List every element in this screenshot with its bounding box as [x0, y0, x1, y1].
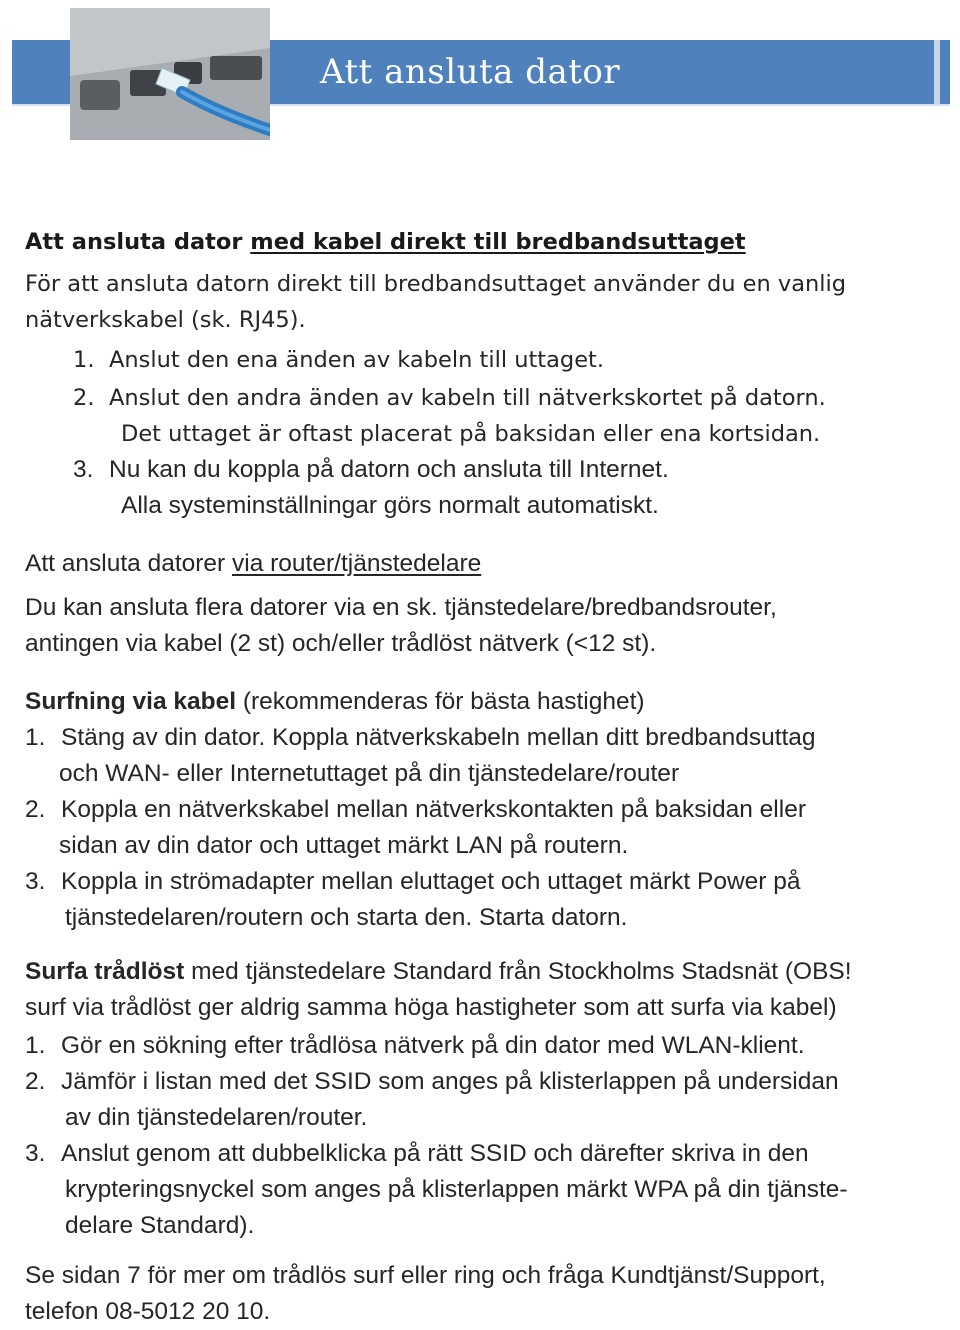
kabel-step-1-line-2: och WAN- eller Internetuttaget på din tjänstedelare/router	[59, 760, 680, 787]
cable-section-heading	[25, 224, 746, 260]
step-number: 1.	[25, 1032, 46, 1059]
cable-step-2	[73, 380, 826, 416]
cable-step-3	[73, 452, 669, 488]
network-cable-laptop-photo	[70, 8, 270, 140]
wireless-heading-bold: Surfa trådlöst	[25, 958, 185, 985]
kabel-step-2	[25, 792, 806, 828]
kabel-step-3	[25, 864, 801, 900]
step-number: 3.	[73, 456, 94, 483]
step-text: Anslut genom att dubbelklicka på rätt SSID och därefter skriva in den	[61, 1140, 809, 1167]
router-heading-prefix: Att ansluta datorer	[25, 550, 233, 577]
step-number: 2.	[25, 796, 46, 823]
router-section-heading	[25, 546, 481, 582]
kabel-section-heading	[25, 684, 645, 720]
kabel-step-1	[25, 720, 816, 756]
router-heading-underlined: via router/tjänstedelare	[232, 550, 482, 577]
step-text: Jämför i listan med det SSID som anges på klisterlappen på undersidan	[61, 1068, 839, 1095]
cable-heading-underlined: med kabel direkt till bredbandsuttaget	[250, 229, 746, 255]
wireless-step-3	[25, 1136, 809, 1172]
wireless-step-3-line-2: krypteringsnyckel som anges på klisterlappen märkt WPA på din tjänste-	[65, 1176, 848, 1203]
kabel-step-3-line-2: tjänstedelaren/routern och starta den. Starta datorn.	[65, 904, 628, 931]
router-intro-line-2: antingen via kabel (2 st) och/eller trådlöst nätverk (<12 st).	[25, 630, 657, 657]
step-text: Nu kan du koppla på datorn och ansluta till Internet.	[109, 456, 669, 483]
cable-intro-line-1: För att ansluta datorn direkt till bredbandsuttaget använder du en vanlig	[25, 271, 847, 297]
cable-step-3-line-2: Alla systeminställningar görs normalt automatiskt.	[121, 492, 659, 519]
cable-intro-line-2: nätverkskabel (sk. RJ45).	[25, 307, 306, 333]
wireless-step-2	[25, 1064, 839, 1100]
step-number: 3.	[25, 1140, 46, 1167]
step-text: Koppla en nätverkskabel mellan nätverkskontakten på baksidan eller	[61, 796, 806, 823]
kabel-step-2-line-2: sidan av din dator och uttaget märkt LAN på routern.	[59, 832, 629, 859]
step-number: 1.	[73, 347, 95, 373]
step-number: 2.	[25, 1068, 46, 1095]
step-text: Koppla in strömadapter mellan eluttaget och uttaget märkt Power på	[61, 868, 801, 895]
wireless-heading-rest: med tjänstedelare Standard från Stockholms Stadsnät (OBS!	[184, 958, 852, 985]
footer-line-2: telefon 08-5012 20 10.	[25, 1298, 271, 1325]
wireless-step-1	[25, 1028, 805, 1064]
step-number: 1.	[25, 724, 46, 751]
step-text: Stäng av din dator. Koppla nätverkskabeln mellan ditt bredbandsuttag	[61, 724, 816, 751]
wireless-section-heading	[25, 954, 852, 990]
wireless-step-3-line-3: delare Standard).	[65, 1212, 255, 1239]
cable-step-1	[73, 342, 604, 378]
kabel-heading-rest: (rekommenderas för bästa hastighet)	[236, 688, 645, 715]
step-text: Anslut den andra änden av kabeln till nätverkskortet på datorn.	[109, 385, 826, 411]
page-title: Att ansluta dator	[320, 52, 621, 92]
wireless-heading-line-2: surf via trådlöst ger aldrig samma höga hastigheter som att surfa via kabel)	[25, 994, 837, 1021]
cable-step-2-line-2: Det uttaget är oftast placerat på baksidan eller ena kortsidan.	[121, 421, 821, 447]
step-number: 3.	[25, 868, 46, 895]
step-text: Gör en sökning efter trådlösa nätverk på din dator med WLAN-klient.	[61, 1032, 805, 1059]
wireless-step-2-line-2: av din tjänstedelaren/router.	[65, 1104, 368, 1131]
cable-heading-prefix: Att ansluta dator	[25, 229, 251, 255]
kabel-heading-bold: Surfning via kabel	[25, 688, 237, 715]
step-number: 2.	[73, 385, 95, 411]
router-intro-line-1: Du kan ansluta flera datorer via en sk. tjänstedelare/bredbandsrouter,	[25, 594, 777, 621]
step-text: Anslut den ena änden av kabeln till uttaget.	[109, 347, 605, 373]
header-band-edge	[934, 40, 940, 104]
footer-line-1: Se sidan 7 för mer om trådlös surf eller ring och fråga Kundtjänst/Support,	[25, 1262, 826, 1289]
